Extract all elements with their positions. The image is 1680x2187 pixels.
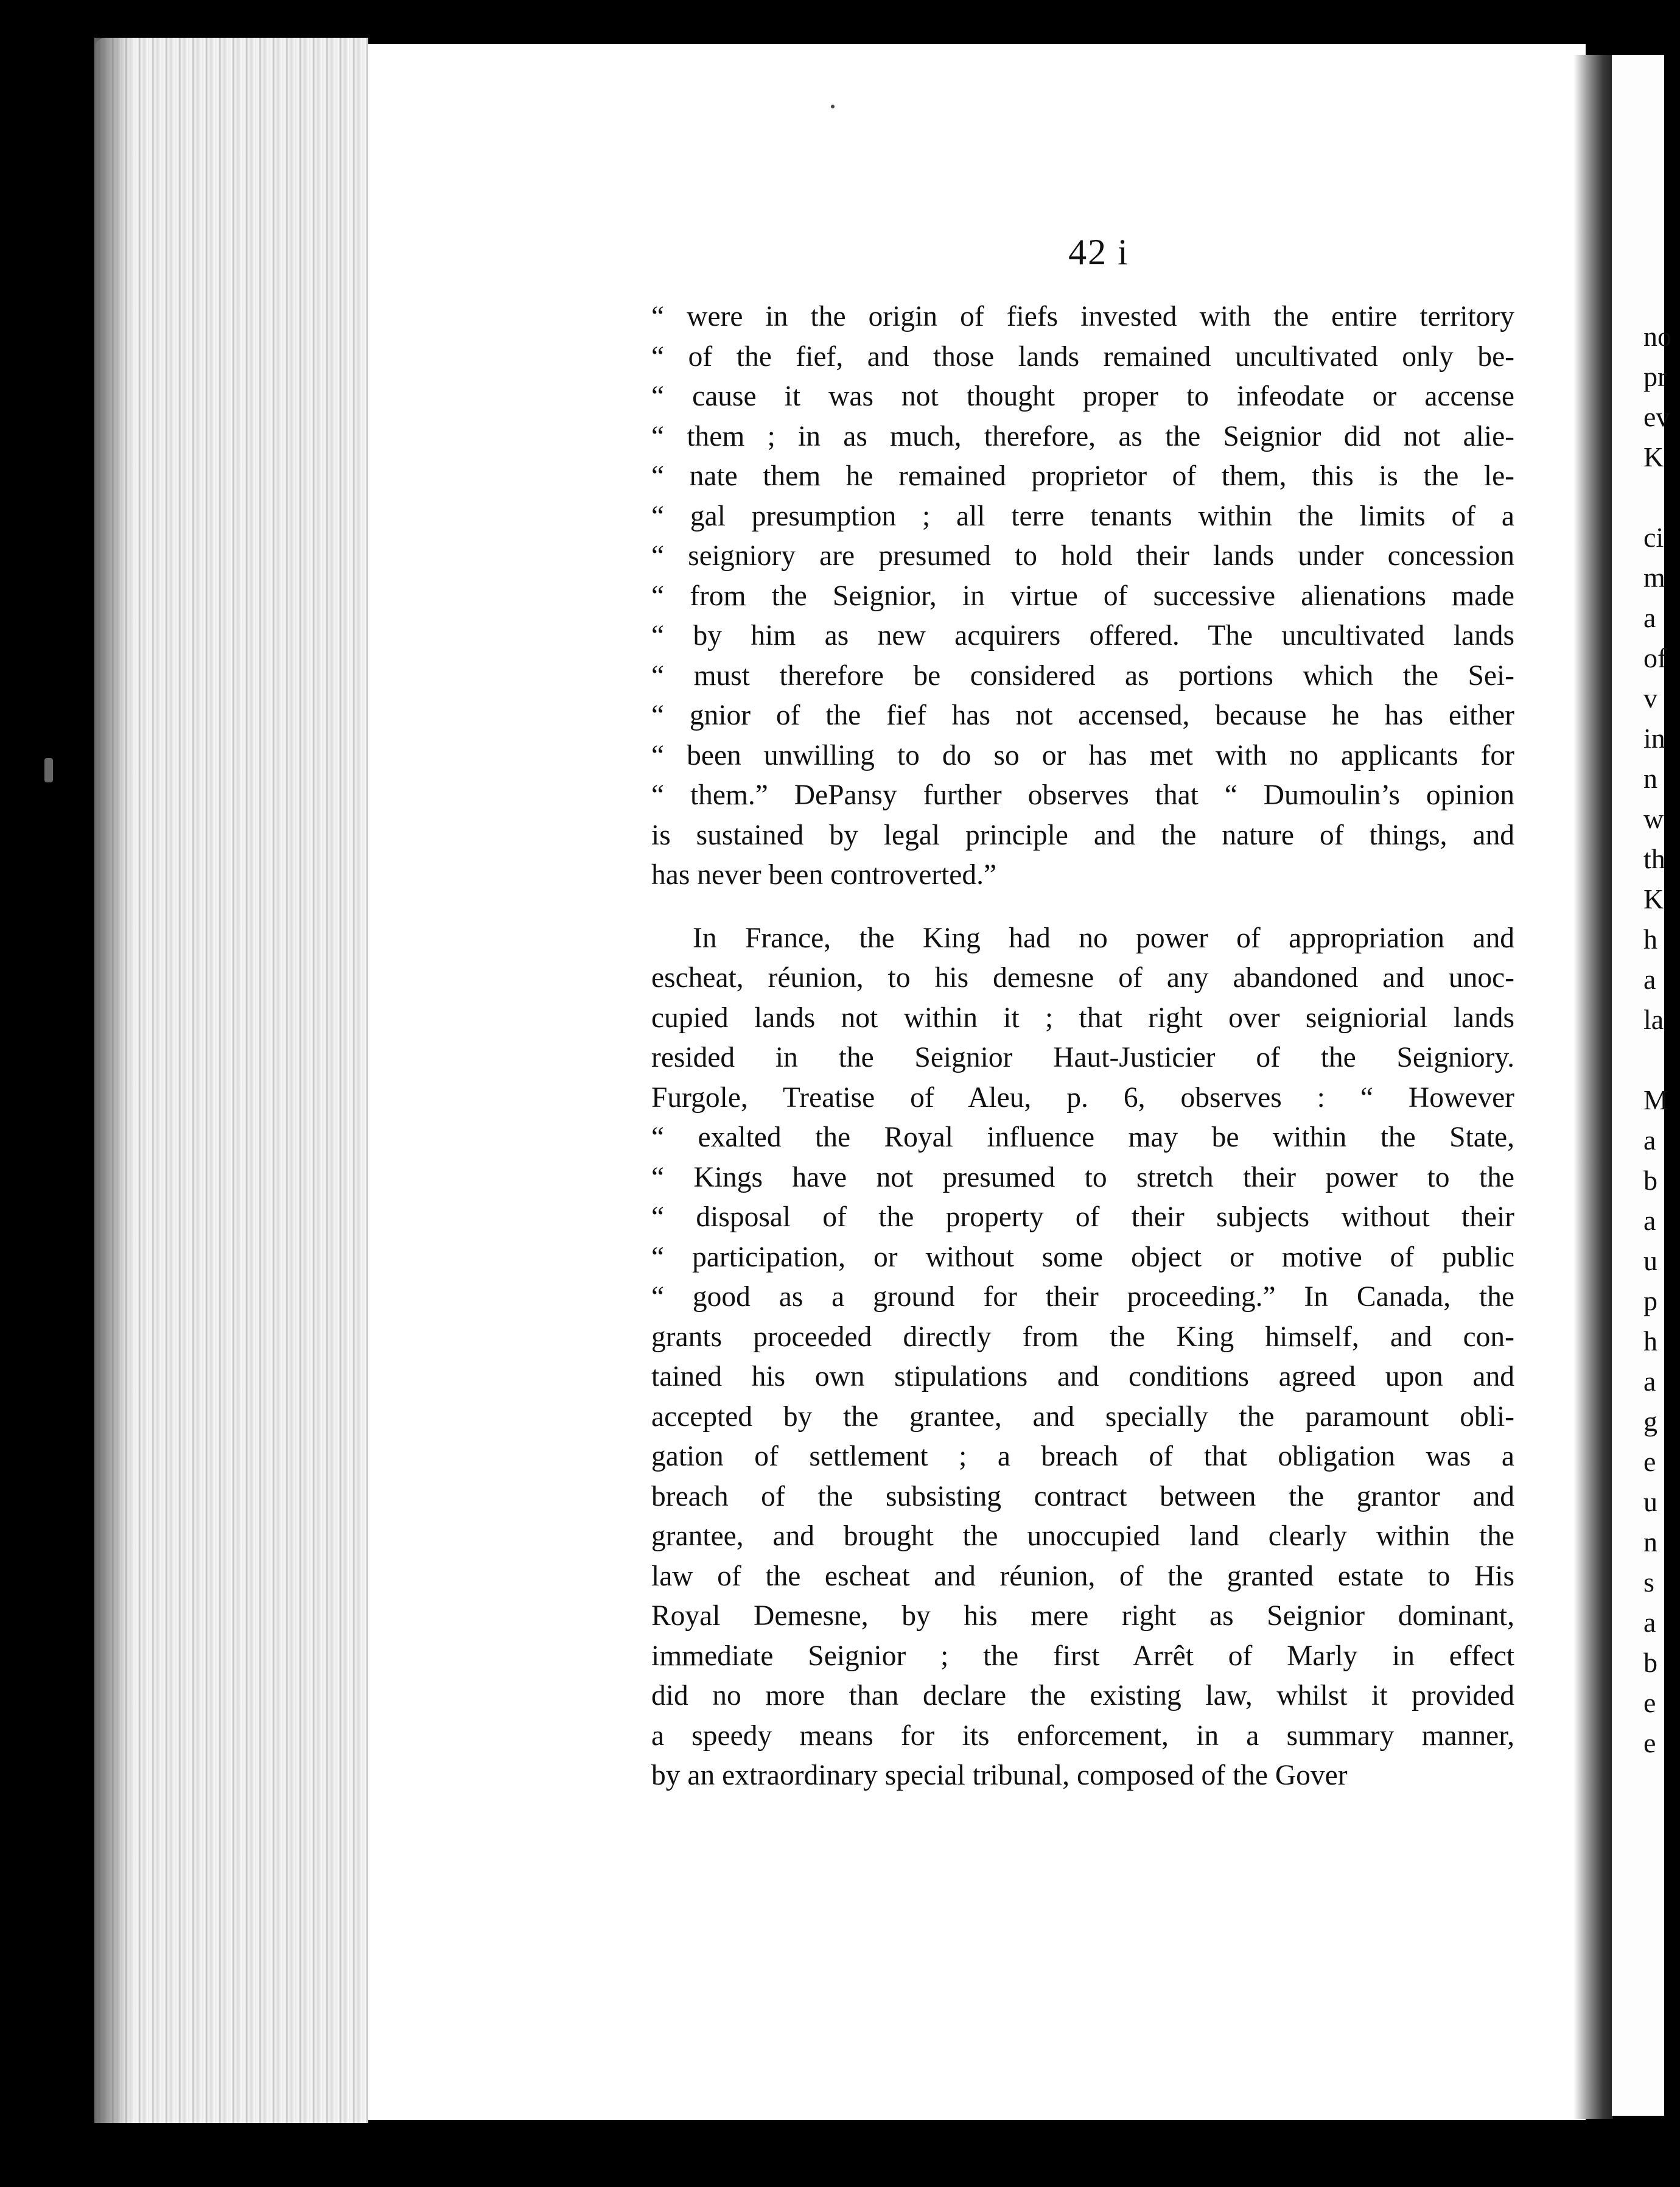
text-line: “ were in the origin of fiefs invested with the entire territory — [651, 301, 1514, 332]
facing-page-fragment: ci — [1643, 522, 1664, 553]
text-line: a speedy means for its enforcement, in a summary manner, — [651, 1719, 1514, 1752]
text-line: grantee, and brought the unoccupied land clearly within the — [651, 1520, 1514, 1552]
facing-page-fragment: e — [1643, 1687, 1656, 1718]
facing-page-fragment: a — [1643, 1205, 1656, 1236]
facing-page-fragment: th — [1643, 843, 1665, 874]
text-line: cupied lands not within it ; that right over seigniorial lands — [651, 1002, 1514, 1034]
facing-page-fragment: u — [1643, 1245, 1657, 1276]
text-line: “ nate them he remained proprietor of them, this is the le- — [651, 460, 1514, 492]
facing-page-fragment: a — [1643, 964, 1656, 995]
paragraph — [651, 297, 1514, 896]
text-line: “ by him as new acquirers offered. The uncultivated lands — [651, 620, 1514, 651]
facing-page-fragment: la — [1643, 1004, 1664, 1035]
facing-page-fragment: b — [1643, 1647, 1657, 1678]
facing-page-fragment: s — [1643, 1567, 1654, 1598]
text-line: “ gal presumption ; all terre tenants within the limits of a — [651, 500, 1514, 532]
facing-page-fragment: M — [1643, 1084, 1668, 1115]
text-line: law of the escheat and réunion, of the granted estate to His — [651, 1560, 1514, 1592]
paragraph — [651, 919, 1514, 1796]
text-line: by an extraordinary special tribunal, composed of the Gover — [651, 1760, 1348, 1791]
text-line: “ exalted the Royal influence may be within the State, — [651, 1122, 1514, 1153]
text-line: breach of the subsisting contract between the grantor and — [651, 1480, 1514, 1512]
text-line: “ them.” DePansy further observes that “ Dumoulin’s opinion — [651, 779, 1514, 811]
facing-page-fragment: a — [1643, 1366, 1656, 1397]
text-line: grants proceeded directly from the King himself, and con- — [651, 1321, 1514, 1353]
facing-page-fragment: a — [1643, 1125, 1656, 1156]
facing-page-fragment: h — [1643, 924, 1657, 955]
text-line: “ good as a ground for their proceeding.” In Canada, the — [651, 1281, 1514, 1313]
text-line: tained his own stipulations and conditions agreed upon and — [651, 1361, 1514, 1392]
facing-page-fragment — [1643, 1040, 1680, 1080]
text-line: “ of the fief, and those lands remained uncultivated only be- — [651, 340, 1514, 373]
facing-page-fragment: m — [1643, 562, 1665, 593]
facing-page-fragment: K — [1643, 883, 1664, 914]
facing-page-fragment — [1643, 477, 1680, 518]
text-line: is sustained by legal principle and the nature of things, and — [651, 819, 1514, 851]
text-block — [651, 297, 1514, 1796]
facing-page-fragment: of — [1643, 642, 1667, 673]
text-line: Royal Demesne, by his mere right as Seignior dominant, — [651, 1600, 1514, 1632]
facing-page-fragment: v — [1643, 683, 1657, 714]
text-line: “ must therefore be considered as portions which the Sei- — [651, 659, 1514, 692]
facing-page-fragment: in — [1643, 723, 1665, 754]
facing-page-fragment: e — [1643, 1446, 1656, 1477]
text-line: “ cause it was not thought proper to infeodate or accense — [651, 381, 1514, 412]
text-line: accepted by the grantee, and specially the paramount obli- — [651, 1400, 1514, 1433]
facing-page-fragment: n — [1643, 763, 1657, 794]
text-line: “ disposal of the property of their subjects without their — [651, 1201, 1514, 1233]
book-gutter — [1573, 55, 1613, 2119]
facing-page-fragment: b — [1643, 1165, 1657, 1196]
facing-page-fragment: pr — [1643, 361, 1667, 392]
text-line: “ participation, or without some object or motive of public — [651, 1241, 1514, 1273]
text-line: In France, the King had no power of appropriation and — [693, 922, 1514, 954]
paragraph-gap — [651, 896, 1514, 919]
facing-page-fragment: w — [1643, 803, 1664, 834]
text-line: immediate Seignior ; the first Arrêt of Marly in effect — [651, 1640, 1514, 1672]
facing-page-fragment: p — [1643, 1285, 1657, 1316]
text-line: has never been controverted.” — [651, 859, 997, 891]
page-speck — [831, 105, 835, 108]
text-line: escheat, réunion, to his demesne of any abandoned and unoc- — [651, 962, 1514, 994]
facing-page-fragment: a — [1643, 1607, 1656, 1638]
text-line: did no more than declare the existing law, whilst it provided — [651, 1680, 1514, 1711]
margin-mark — [44, 758, 53, 782]
text-line: “ from the Seignior, in virtue of successive alienations made — [651, 580, 1514, 612]
facing-page-fragment: e — [1643, 1727, 1656, 1758]
text-line: “ them ; in as much, therefore, as the Seignior did not alie- — [651, 420, 1514, 452]
text-line: gation of settlement ; a breach of that obligation was a — [651, 1441, 1514, 1472]
facing-page-fragment: a — [1643, 602, 1656, 633]
facing-page-fragment: no — [1643, 321, 1671, 352]
text-line: “ seigniory are presumed to hold their lands under concession — [651, 540, 1514, 572]
facing-page-fragment: K — [1643, 441, 1664, 472]
facing-page-fragment: ev — [1643, 401, 1670, 432]
text-line: “ gnior of the fief has not accensed, because he has either — [651, 700, 1514, 731]
text-line: “ Kings have not presumed to stretch their power to the — [651, 1161, 1514, 1193]
text-line: “ been unwilling to do so or has met with no applicants for — [651, 739, 1514, 771]
facing-page-fragment: g — [1643, 1406, 1657, 1437]
facing-page-fragment: n — [1643, 1526, 1657, 1557]
page-edges — [94, 38, 368, 2123]
facing-page-fragment: u — [1643, 1486, 1657, 1517]
text-line: resided in the Seignior Haut-Justicier of the Seigniory. — [651, 1042, 1514, 1073]
text-line: Furgole, Treatise of Aleu, p. 6, observes : “ However — [651, 1081, 1514, 1114]
page-number: 42 i — [1068, 232, 1129, 272]
facing-page-fragment: h — [1643, 1325, 1657, 1357]
facing-page-text — [1643, 317, 1680, 1763]
